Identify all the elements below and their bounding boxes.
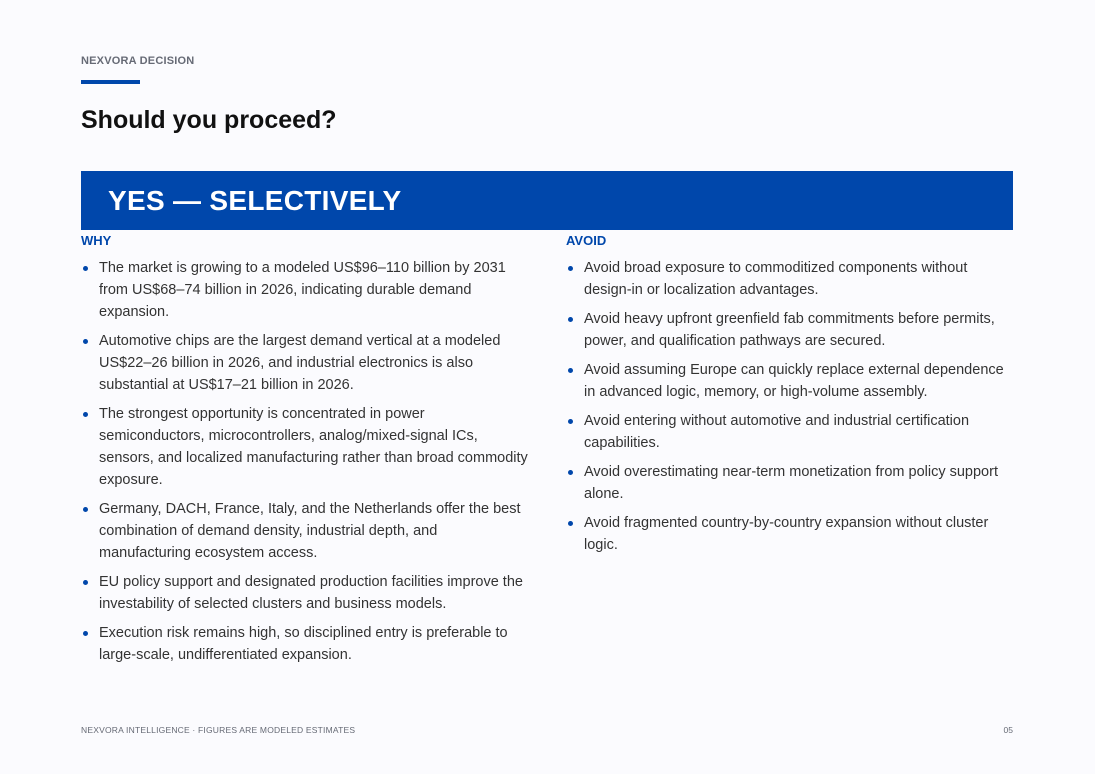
- why-item: Automotive chips are the largest demand vertical at a modeled US$22–26 billion in 2026, and industrial electronics is also substantial at US$17–21 billion in 2026.: [81, 330, 531, 396]
- avoid-item: Avoid heavy upfront greenfield fab commitments before permits, power, and qualification pathways are secured.: [566, 308, 1016, 352]
- footer-note: NEXVORA INTELLIGENCE · FIGURES ARE MODELED ESTIMATES: [81, 725, 356, 735]
- avoid-item: Avoid assuming Europe can quickly replace external dependence in advanced logic, memory, or high-volume assembly.: [566, 359, 1016, 403]
- page-title: Should you proceed?: [81, 106, 337, 134]
- avoid-item: Avoid broad exposure to commoditized components without design-in or localization advantages.: [566, 257, 1016, 301]
- section-eyebrow: NEXVORA DECISION: [81, 55, 195, 67]
- avoid-item: Avoid entering without automotive and industrial certification capabilities.: [566, 410, 1016, 454]
- why-item: Execution risk remains high, so disciplined entry is preferable to large-scale, undifferentiated expansion.: [81, 622, 531, 666]
- decision-banner: [81, 171, 1013, 230]
- decision-banner-text: YES — SELECTIVELY: [108, 184, 402, 216]
- why-item: Germany, DACH, France, Italy, and the Netherlands offer the best combination of demand density, industrial depth, and manufacturing ecosystem access.: [81, 498, 531, 564]
- avoid-column: [566, 233, 1016, 563]
- why-item: EU policy support and designated production facilities improve the investability of selected clusters and business models.: [81, 571, 531, 615]
- avoid-list: [566, 257, 1016, 556]
- avoid-item: Avoid overestimating near-term monetization from policy support alone.: [566, 461, 1016, 505]
- accent-rule: [81, 80, 140, 84]
- why-item: The strongest opportunity is concentrated in power semiconductors, microcontrollers, analog/mixed-signal ICs, sensors, and localized manufacturing rather than broad commodity exposure.: [81, 403, 531, 491]
- page-number: 05: [1003, 725, 1013, 735]
- avoid-heading: AVOID: [566, 233, 607, 248]
- why-list: [81, 257, 531, 666]
- why-column: [81, 233, 531, 673]
- why-heading: WHY: [81, 233, 112, 248]
- why-item: The market is growing to a modeled US$96–110 billion by 2031 from US$68–74 billion in 2026, indicating durable demand expansion.: [81, 257, 531, 323]
- avoid-item: Avoid fragmented country-by-country expansion without cluster logic.: [566, 512, 1016, 556]
